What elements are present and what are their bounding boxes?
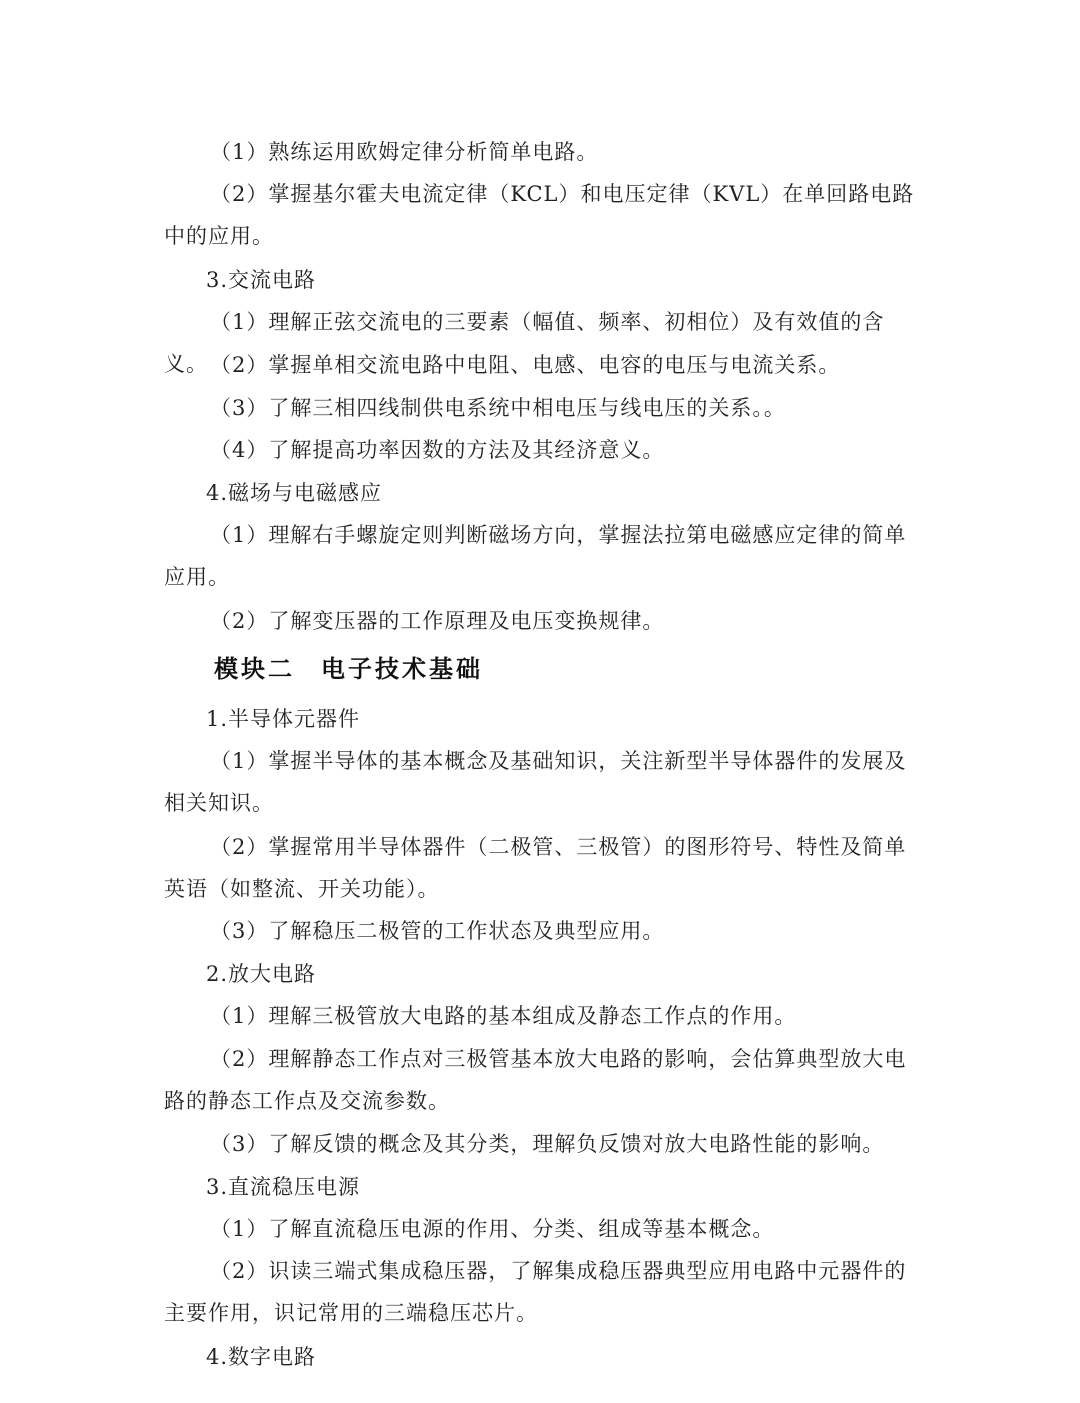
section-subheading: 4.数字电路 <box>206 1345 317 1369</box>
paragraph: （2）掌握常用半导体器件（二极管、三极管）的图形符号、特性及简单英语（如整流、开关功能）。 <box>164 835 907 901</box>
section-subheading: 1.半导体元器件 <box>206 707 361 731</box>
paragraph: （1）掌握半导体的基本概念及基础知识，关注新型半导体器件的发展及相关知识。 <box>164 749 907 815</box>
paragraph: （2）理解静态工作点对三极管基本放大电路的影响，会估算典型放大电路的静态工作点及交流参数。 <box>164 1047 907 1113</box>
section-subheading: 4.磁场与电磁感应 <box>206 481 383 505</box>
paragraph: （2）掌握单相交流电路中电阻、电感、电容的电压与电流关系。 <box>210 353 841 377</box>
paragraph: （1）熟练运用欧姆定律分析简单电路。 <box>210 140 599 164</box>
section-subheading: 2.放大电路 <box>206 962 317 986</box>
section-subheading: 3.直流稳压电源 <box>206 1175 361 1199</box>
paragraph: （2）了解变压器的工作原理及电压变换规律。 <box>210 609 665 633</box>
paragraph: （1）理解三极管放大电路的基本组成及静态工作点的作用。 <box>210 1004 797 1028</box>
module-title: 电子技术基础 <box>321 655 483 683</box>
module-heading <box>214 648 483 690</box>
paragraph: （1）理解正弦交流电的三要素（幅值、频率、初相位）及有效值的含义。 <box>164 310 885 376</box>
paragraph: （2）识读三端式集成稳压器，了解集成稳压器典型应用电路中元器件的主要作用，识记常用的三端稳压芯片。 <box>164 1259 907 1325</box>
section-subheading: 3.交流电路 <box>206 268 317 292</box>
paragraph: （1）了解直流稳压电源的作用、分类、组成等基本概念。 <box>210 1217 775 1241</box>
paragraph: （3）了解三相四线制供电系统中相电压与线电压的关系。。 <box>210 396 786 420</box>
paragraph: （4）了解提高功率因数的方法及其经济意义。 <box>210 438 665 462</box>
paragraph: （3）了解稳压二极管的工作状态及典型应用。 <box>210 919 665 943</box>
paragraph: （1）理解右手螺旋定则判断磁场方向，掌握法拉第电磁感应定律的简单应用。 <box>164 523 907 589</box>
module-number: 模块二 <box>214 655 295 683</box>
paragraph: （3）了解反馈的概念及其分类，理解负反馈对放大电路性能的影响。 <box>210 1132 885 1156</box>
paragraph: （2）掌握基尔霍夫电流定律（KCL）和电压定律（KVL）在单回路电路中的应用。 <box>164 182 915 248</box>
